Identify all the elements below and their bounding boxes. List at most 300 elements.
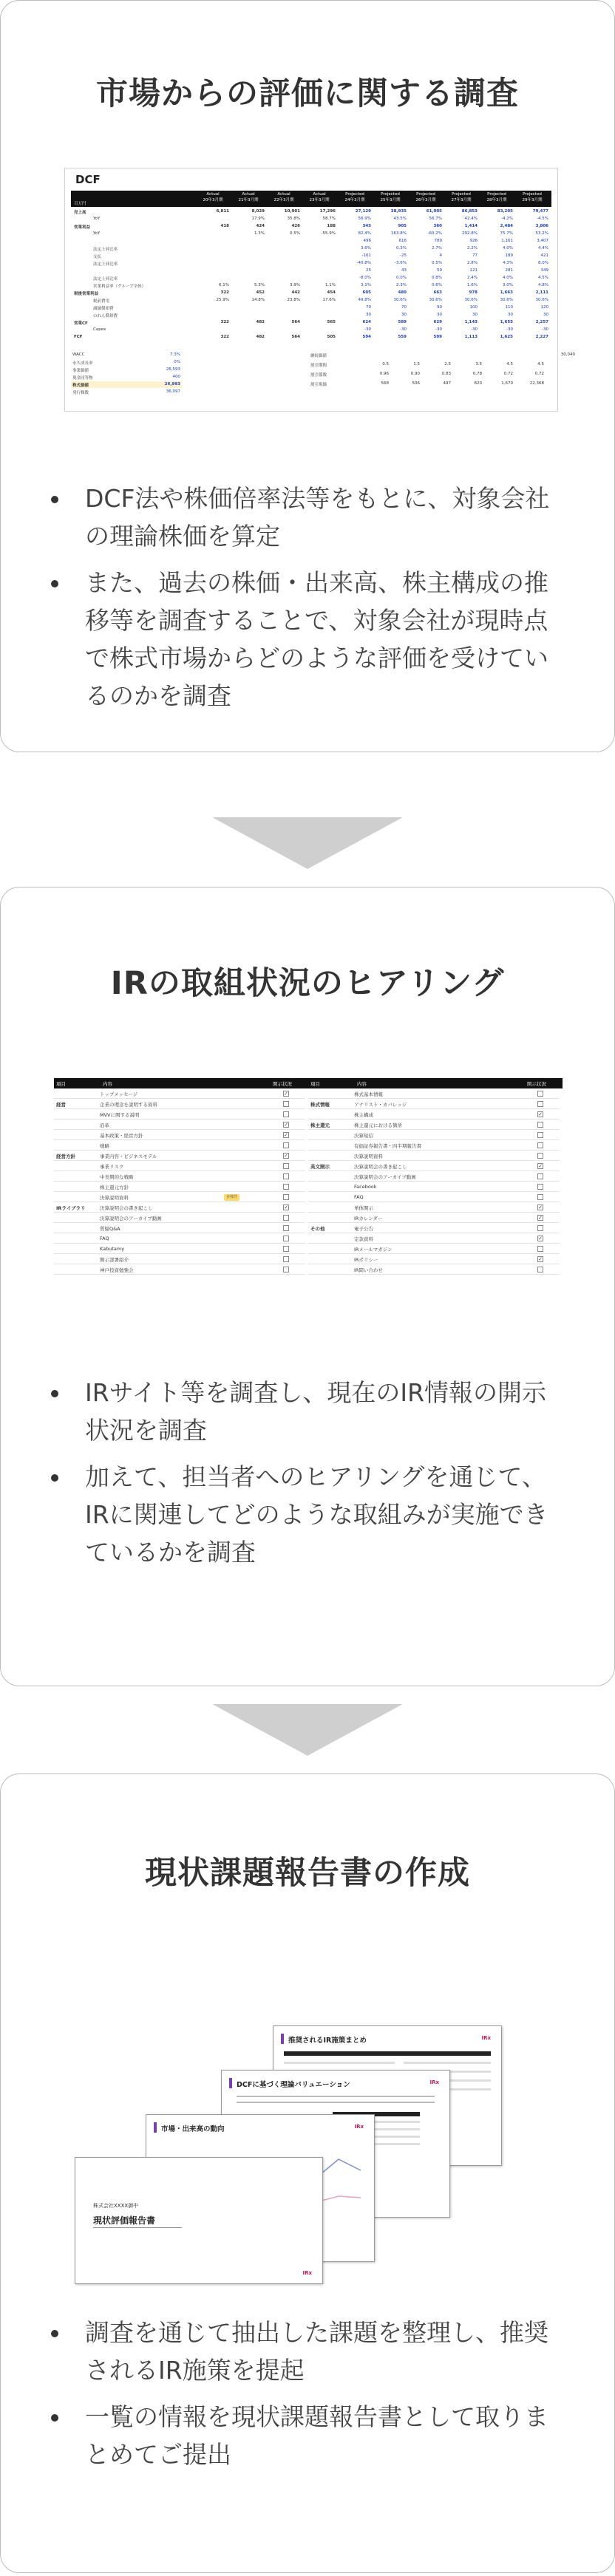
dcf-cell: 30.6% bbox=[464, 298, 478, 302]
dcf-cell: 10,901 bbox=[284, 209, 300, 214]
dcf-cell: 0.5 bbox=[382, 362, 389, 367]
dcf-cell: 110 bbox=[505, 305, 513, 310]
dcf-cell: 452 bbox=[256, 290, 265, 295]
dcf-row bbox=[71, 253, 551, 259]
dcf-summary-label: 割引期間 bbox=[310, 364, 327, 368]
dcf-cell: 1,663 bbox=[500, 290, 513, 295]
dcf-cell: 38,935 bbox=[390, 209, 407, 214]
ir-table-row bbox=[54, 1202, 305, 1213]
ir-item: IRポリシー bbox=[354, 1257, 378, 1263]
ir-disclosure-checkbox bbox=[537, 1246, 543, 1252]
dcf-cell: -161 bbox=[361, 253, 371, 258]
section-title: 現状課題報告書の作成 bbox=[145, 1855, 470, 1892]
ir-table-row bbox=[54, 1161, 305, 1171]
dcf-cell: -30 bbox=[435, 327, 442, 332]
ir-item: 決算説明資料 bbox=[354, 1154, 383, 1159]
dcf-cell: 0.72 bbox=[503, 372, 513, 376]
report-cover-slide bbox=[75, 2157, 323, 2284]
ir-table-header bbox=[54, 1078, 563, 1088]
dcf-cell: -30 bbox=[400, 327, 407, 332]
dcf-cell: 0.83 bbox=[441, 372, 451, 376]
dcf-cell: 3,407 bbox=[537, 239, 548, 243]
dcf-column-header: Actual 23年3月期 bbox=[309, 192, 330, 202]
dcf-summary-value: 26,593 bbox=[166, 367, 180, 372]
dcf-cell: 22,368 bbox=[529, 381, 544, 386]
dcf-cell: 2.7% bbox=[432, 246, 442, 251]
bullet-item: 一覧の情報を現状課題報告書として取りまとめてご提出 bbox=[47, 2398, 565, 2473]
dcf-cell: -30 bbox=[506, 327, 513, 332]
ir-item: IRカレンダー bbox=[354, 1216, 383, 1221]
cover-title: 現状評価報告書 bbox=[93, 2215, 156, 2226]
ir-disclosure-checkbox bbox=[283, 1215, 289, 1221]
ir-tag-badge: 多様性 bbox=[224, 1194, 239, 1201]
dcf-summary-row bbox=[309, 361, 551, 368]
dcf-cell: 30.6% bbox=[535, 298, 548, 302]
dcf-unit-label: 百万円 bbox=[74, 202, 86, 206]
dcf-row bbox=[71, 260, 551, 267]
dcf-summary-label: 継続価値 bbox=[310, 354, 327, 358]
dcf-cell: 0.5% bbox=[290, 231, 300, 236]
dcf-column-header: Actual 22年3月期 bbox=[273, 192, 294, 202]
dcf-cell: 25.9% bbox=[216, 298, 229, 302]
ir-table-row bbox=[54, 1109, 305, 1120]
ir-disclosure-checkbox bbox=[537, 1184, 543, 1190]
dcf-summary-label: 現金同等物 bbox=[72, 376, 93, 381]
ir-item: 事業リスク bbox=[100, 1164, 124, 1170]
dcf-cell: 343 bbox=[362, 224, 371, 228]
ir-disclosure-checkbox bbox=[283, 1111, 289, 1117]
ir-table-row bbox=[308, 1233, 560, 1244]
ir-item: 決算説明会のアーカイブ動画 bbox=[100, 1216, 162, 1221]
dcf-cell: 75.7% bbox=[500, 231, 513, 236]
dcf-cell: 86,853 bbox=[461, 209, 478, 214]
dcf-cell: 1,625 bbox=[500, 335, 513, 339]
dcf-cell: 2,111 bbox=[535, 290, 548, 295]
dcf-column-header: Projected 24年3月期 bbox=[344, 192, 365, 202]
ir-table-row bbox=[308, 1088, 560, 1099]
dcf-cell: 17.6% bbox=[322, 298, 336, 302]
dcf-cell: 5.3% bbox=[254, 283, 265, 287]
dcf-column-header: Actual 21年3月期 bbox=[238, 192, 259, 202]
dcf-row-label: 税後営業利益 bbox=[74, 292, 99, 296]
dcf-cell: 594 bbox=[362, 335, 371, 339]
ir-category: 株主還元 bbox=[310, 1122, 330, 1128]
ir-item: アナリスト・カバレッジ bbox=[354, 1102, 407, 1108]
dcf-cell: 480 bbox=[398, 290, 407, 295]
dcf-cell: 424 bbox=[256, 224, 265, 228]
dcf-cell: 0.0% bbox=[396, 276, 407, 280]
ir-disclosure-table-image bbox=[54, 1078, 563, 1275]
ir-item: 沿革 bbox=[100, 1122, 109, 1128]
ir-disclosure-checkbox bbox=[283, 1194, 289, 1200]
bullet-item: DCF法や株価倍率法等をもとに、対象会社の理論株価を算定 bbox=[47, 480, 565, 555]
dcf-cell: 2.5 bbox=[444, 362, 451, 367]
dcf-row-label: のれん償却費 bbox=[93, 314, 118, 318]
section-title: IRの取組状況のヒアリング bbox=[110, 965, 505, 1002]
ir-table-row bbox=[308, 1151, 560, 1161]
dcf-cell: 6.1% bbox=[219, 283, 229, 287]
dcf-cell: 4.8% bbox=[538, 283, 548, 287]
ir-disclosure-checkbox bbox=[283, 1142, 289, 1148]
dcf-cell: 90 bbox=[437, 305, 442, 310]
ir-disclosure-checkbox bbox=[537, 1173, 543, 1179]
dcf-cell: 23.8% bbox=[287, 298, 300, 302]
ir-table-row bbox=[308, 1254, 560, 1264]
ir-disclosure-checkbox bbox=[537, 1132, 543, 1138]
dcf-cell: -30 bbox=[364, 327, 371, 332]
dcf-summary-label: 割引現価 bbox=[310, 383, 327, 387]
dcf-cell: 565 bbox=[327, 320, 336, 324]
dcf-cell: 43.5% bbox=[393, 217, 407, 221]
ir-header-cell: 項目 bbox=[56, 1081, 66, 1087]
ir-item: 決算説明会の書き起こし bbox=[354, 1164, 407, 1170]
ir-item: 定款資料 bbox=[354, 1236, 373, 1242]
dcf-cell: 0.6% bbox=[432, 283, 442, 287]
dcf-cell: 17.9% bbox=[251, 217, 265, 221]
dcf-cell: 349 bbox=[540, 268, 548, 273]
dcf-row bbox=[71, 216, 551, 222]
ir-disclosure-checkbox: ✓ bbox=[538, 1204, 543, 1210]
ir-disclosure-checkbox bbox=[283, 1267, 289, 1272]
ir-disclosure-checkbox bbox=[283, 1173, 289, 1179]
dcf-cell: -55.9% bbox=[321, 231, 336, 236]
dcf-cell: 14.8% bbox=[251, 298, 265, 302]
ir-header-cell: 項目 bbox=[310, 1081, 320, 1087]
dcf-cell: 482 bbox=[256, 335, 265, 339]
dcf-cell: 30 bbox=[401, 313, 407, 317]
ir-item: 決算説明会の書き起こし bbox=[100, 1205, 153, 1211]
dcf-cell: 4.5 bbox=[537, 362, 544, 367]
section-report-creation bbox=[0, 1773, 615, 2573]
dcf-summary-label: 割引係数 bbox=[310, 373, 327, 378]
dcf-cell: 82.4% bbox=[358, 231, 371, 236]
dcf-cell: 1,113 bbox=[464, 335, 478, 339]
ir-disclosure-checkbox bbox=[537, 1091, 543, 1097]
ir-header-cell: 内容 bbox=[103, 1081, 112, 1087]
dcf-summary-value: 36,097 bbox=[166, 389, 180, 394]
dcf-column-header: Projected 28年3月期 bbox=[486, 192, 507, 202]
ir-disclosure-checkbox bbox=[283, 1101, 289, 1107]
ir-item: 神戸投資勉強会 bbox=[100, 1267, 134, 1273]
dcf-cell: 100 bbox=[469, 305, 478, 310]
dcf-cell: 1.1% bbox=[325, 283, 336, 287]
dcf-cell: 905 bbox=[398, 224, 407, 228]
dcf-cell: 42.4% bbox=[464, 217, 478, 221]
dcf-cell: 3.0% bbox=[503, 283, 513, 287]
dcf-cell: 43 bbox=[401, 268, 407, 273]
dcf-cell: 4.5% bbox=[538, 276, 548, 280]
dcf-cell: 421 bbox=[540, 253, 548, 258]
dcf-cell: 599 bbox=[433, 335, 442, 339]
dcf-summary-value: 0% bbox=[174, 360, 180, 364]
ir-table-row bbox=[54, 1140, 305, 1151]
ir-header-cell: 内容 bbox=[357, 1081, 367, 1087]
dcf-row-label: 支払 bbox=[93, 255, 102, 259]
dcf-cell: 49.8% bbox=[358, 298, 371, 302]
dcf-row-label: YoY bbox=[93, 217, 101, 221]
dcf-cell: 30 bbox=[366, 313, 371, 317]
dcf-cell: 83,205 bbox=[497, 209, 513, 214]
dcf-cell: 2.8% bbox=[467, 261, 478, 265]
ir-item: 事業内容・ビジネスモデル bbox=[100, 1154, 157, 1159]
ir-category: 経営方針 bbox=[56, 1154, 75, 1159]
bullet-item: 調査を通じて抽出した課題を整理し、推奨されるIR施策を提起 bbox=[47, 2314, 565, 2389]
ir-table-row bbox=[308, 1140, 560, 1151]
dcf-cell: 0.3% bbox=[396, 246, 407, 251]
ir-disclosure-checkbox bbox=[537, 1101, 543, 1107]
company-logo: IRx bbox=[481, 2035, 491, 2041]
dcf-cell: 2,257 bbox=[535, 320, 548, 324]
ir-item: IRメールマガジン bbox=[354, 1247, 393, 1253]
dcf-row-label: 営業利益 bbox=[74, 225, 91, 230]
dcf-summary-value: 26,993 bbox=[164, 382, 180, 386]
dcf-cell: 77 bbox=[472, 253, 478, 258]
section-ir-hearing bbox=[0, 887, 615, 1686]
dcf-row bbox=[71, 223, 551, 230]
dcf-cell: 30,040 bbox=[560, 352, 575, 357]
dcf-row bbox=[71, 275, 551, 282]
ir-disclosure-checkbox bbox=[537, 1153, 543, 1159]
dcf-cell: 322 bbox=[220, 290, 229, 295]
dcf-cell: 61,005 bbox=[426, 209, 442, 214]
ir-item: 中長期的な戦略 bbox=[100, 1174, 134, 1180]
ir-category: 経営 bbox=[56, 1102, 66, 1108]
ir-table-row bbox=[308, 1171, 560, 1182]
ir-item: MVVに関する説明 bbox=[100, 1112, 140, 1118]
dcf-cell: 1.6% bbox=[467, 283, 478, 287]
ir-disclosure-checkbox bbox=[283, 1163, 289, 1169]
slide-title: 推奨されるIR施策まとめ bbox=[288, 2037, 367, 2045]
ir-disclosure-checkbox: ✓ bbox=[538, 1111, 543, 1117]
ir-table-row bbox=[308, 1099, 560, 1109]
ir-disclosure-checkbox: ✓ bbox=[284, 1153, 288, 1159]
dcf-cell: 1,414 bbox=[464, 224, 478, 228]
ir-item: 企業の理念を説明する資料 bbox=[100, 1102, 157, 1108]
cover-company: 株式会社XXXX御中 bbox=[93, 2203, 139, 2209]
dcf-row-label: 法定上昇比率 bbox=[93, 262, 118, 267]
dcf-cell: 1,143 bbox=[464, 320, 478, 324]
dcf-cell: -4.2% bbox=[501, 217, 513, 221]
ir-table-row bbox=[54, 1233, 305, 1244]
ir-item: 有価証券報告書・四半期報告書 bbox=[354, 1143, 421, 1149]
ir-item: 株主構成 bbox=[354, 1112, 373, 1118]
dcf-cell: 4.0% bbox=[503, 276, 513, 280]
dcf-row-label: 減価償却費 bbox=[93, 307, 114, 311]
dcf-row-label: 営業利益率（グループ全体） bbox=[93, 284, 146, 289]
down-arrow-icon bbox=[212, 1704, 403, 1756]
dcf-cell: 27,129 bbox=[355, 209, 371, 214]
dcf-cell: 56.9% bbox=[358, 217, 371, 221]
ir-table-row bbox=[308, 1264, 560, 1275]
dcf-row bbox=[71, 297, 551, 304]
dcf-cell: 0.78 bbox=[472, 372, 482, 376]
ir-item: 株式基本情報 bbox=[354, 1091, 383, 1097]
dcf-cell: 2.4% bbox=[467, 276, 478, 280]
dcf-column-header: Projected 27年3月期 bbox=[451, 192, 472, 202]
dcf-cell: -4.5% bbox=[537, 217, 548, 221]
dcf-cell: 0.8% bbox=[432, 276, 442, 280]
ir-category: IRライブラリ bbox=[56, 1205, 86, 1211]
company-logo: IRx bbox=[429, 2079, 439, 2085]
dcf-cell: 926 bbox=[469, 239, 478, 243]
ir-table-row bbox=[54, 1192, 305, 1202]
dcf-cell: 4 bbox=[439, 253, 442, 258]
dcf-row-label: 法定上昇比率 bbox=[93, 248, 118, 252]
ir-disclosure-checkbox: ✓ bbox=[538, 1256, 543, 1262]
ir-table-row bbox=[308, 1109, 560, 1120]
dcf-cell: 605 bbox=[362, 290, 371, 295]
dcf-cell: 35.8% bbox=[287, 217, 300, 221]
ir-table-row bbox=[54, 1244, 305, 1254]
ir-table-row bbox=[308, 1192, 560, 1202]
dcf-summary-row bbox=[71, 352, 182, 358]
slide-title: 市場・出来高の動向 bbox=[161, 2125, 225, 2133]
dcf-cell: 30 bbox=[543, 313, 548, 317]
bullet-item: 加えて、担当者へのヒアリングを通じて、IRに関連してどのような取組みが実施できているかを調査 bbox=[47, 1458, 565, 1571]
dcf-summary-row bbox=[309, 352, 575, 358]
slide-title: DCFに基づく理論バリュエーション bbox=[237, 2081, 350, 2089]
ir-disclosure-checkbox bbox=[537, 1194, 543, 1200]
dcf-cell: -8.0% bbox=[359, 276, 371, 280]
dcf-cell: -30 bbox=[542, 327, 548, 332]
ir-header-cell: 開示状況 bbox=[527, 1081, 546, 1087]
ir-disclosure-checkbox: ✓ bbox=[538, 1163, 543, 1169]
dcf-cell: 2,484 bbox=[500, 224, 513, 228]
ir-item: 基本政策・経営方針 bbox=[100, 1133, 143, 1139]
dcf-cell: 2,227 bbox=[535, 335, 548, 339]
dcf-cell: 4.3% bbox=[503, 261, 513, 265]
ir-item: Kabutamy bbox=[100, 1246, 125, 1252]
dcf-summary-row bbox=[309, 371, 551, 378]
dcf-cell: 120 bbox=[540, 305, 548, 310]
dcf-sheet-title: DCF bbox=[75, 173, 101, 186]
dcf-cell: 564 bbox=[291, 320, 300, 324]
dcf-cell: 30.6% bbox=[429, 298, 442, 302]
ir-table-row bbox=[308, 1223, 560, 1233]
dcf-row-label: 売上高 bbox=[74, 211, 86, 215]
ir-table-row bbox=[308, 1161, 560, 1171]
dcf-cell: -40.8% bbox=[356, 261, 371, 265]
section-market-evaluation bbox=[0, 0, 615, 752]
ir-table-row bbox=[54, 1213, 305, 1223]
dcf-cell: 188 bbox=[327, 224, 336, 228]
dcf-cell: 70 bbox=[366, 305, 371, 310]
ir-category: 株式情報 bbox=[310, 1102, 330, 1108]
dcf-cell: 497 bbox=[443, 381, 451, 386]
dcf-cell: 58.7% bbox=[322, 217, 336, 221]
ir-disclosure-checkbox bbox=[283, 1184, 289, 1190]
dcf-cell: 559 bbox=[398, 335, 407, 339]
dcf-cell: 2.3% bbox=[396, 283, 407, 287]
dcf-cell: 568 bbox=[381, 381, 389, 386]
dcf-cell: 442 bbox=[291, 290, 300, 295]
ir-table-row bbox=[54, 1088, 305, 1099]
ir-disclosure-checkbox bbox=[283, 1225, 289, 1231]
dcf-cell: 1.3% bbox=[254, 231, 265, 236]
dcf-row bbox=[71, 319, 551, 326]
dcf-summary-row bbox=[71, 367, 182, 373]
dcf-cell: 4.4% bbox=[538, 246, 548, 251]
dcf-row bbox=[71, 327, 551, 333]
dcf-cell: 1.5 bbox=[413, 362, 420, 367]
ir-table-row bbox=[54, 1130, 305, 1140]
ir-item: 単体開示 bbox=[354, 1205, 373, 1211]
ir-disclosure-checkbox bbox=[537, 1267, 543, 1272]
dcf-cell: 56.7% bbox=[429, 217, 442, 221]
dcf-row bbox=[71, 245, 551, 252]
ir-table-row bbox=[54, 1264, 305, 1275]
ir-table-row bbox=[54, 1171, 305, 1182]
ir-disclosure-checkbox bbox=[283, 1246, 289, 1252]
dcf-cell: 6,811 bbox=[216, 209, 229, 214]
ir-item: 株主還元方針 bbox=[100, 1185, 129, 1190]
ir-item: 開示部署紹介 bbox=[100, 1257, 129, 1263]
ir-item: 決算説明資料 bbox=[100, 1195, 129, 1201]
dcf-cell: 496 bbox=[363, 239, 371, 243]
company-logo: IRx bbox=[302, 2270, 312, 2276]
dcf-cell: 189 bbox=[505, 253, 513, 258]
ir-table-row bbox=[54, 1182, 305, 1192]
ir-item: Facebook bbox=[354, 1184, 377, 1190]
dcf-summary-label: 株式価値 bbox=[72, 384, 89, 388]
dcf-summary-label: 発行株数 bbox=[72, 391, 89, 395]
dcf-cell: 163.8% bbox=[391, 231, 407, 236]
dcf-summary-label: WACC bbox=[72, 352, 85, 357]
ir-item: トップメッセージ bbox=[100, 1091, 138, 1097]
dcf-cell: 0.72 bbox=[534, 372, 544, 376]
dcf-summary-row bbox=[71, 381, 182, 388]
ir-table-row bbox=[308, 1244, 560, 1254]
dcf-cell: 2.2% bbox=[467, 246, 478, 251]
dcf-cell: 79,477 bbox=[532, 209, 548, 214]
report-slides-image bbox=[75, 2025, 548, 2284]
ir-item: 質疑Q&A bbox=[100, 1226, 120, 1232]
dcf-cell: 30.6% bbox=[500, 298, 513, 302]
dcf-summary-row bbox=[71, 374, 182, 381]
dcf-cell: 454 bbox=[327, 290, 336, 295]
ir-disclosure-checkbox bbox=[283, 1236, 289, 1241]
dcf-cell: 564 bbox=[291, 335, 300, 339]
dcf-cell: 820 bbox=[474, 381, 482, 386]
dcf-sheet-image bbox=[64, 168, 575, 412]
ir-item: IR問い合わせ bbox=[354, 1267, 383, 1273]
dcf-cell: 3,806 bbox=[535, 224, 548, 228]
ir-item: 電子公告 bbox=[354, 1226, 373, 1232]
bullet-item: また、過去の株価・出来高、株主構成の推移等を調査することで、対象会社が現時点で株式市場からどのような評価を受けているのかを調査 bbox=[47, 564, 565, 715]
dcf-cell: 482 bbox=[256, 320, 265, 324]
dcf-cell: 3.1% bbox=[361, 283, 371, 287]
dcf-cell: 322 bbox=[220, 335, 229, 339]
dcf-column-header: Projected 26年3月期 bbox=[415, 192, 436, 202]
dcf-cell: 1,161 bbox=[501, 239, 513, 243]
dcf-cell: 3.9% bbox=[290, 283, 300, 287]
dcf-cell: 53.2% bbox=[535, 231, 548, 236]
dcf-row-label: YoY bbox=[93, 231, 101, 236]
dcf-cell: -3.6% bbox=[395, 261, 407, 265]
dcf-row bbox=[71, 334, 551, 341]
dcf-cell: 4.5 bbox=[506, 362, 513, 367]
dcf-cell: 624 bbox=[362, 320, 371, 324]
dcf-cell: 121 bbox=[469, 268, 478, 273]
dcf-summary-row bbox=[71, 389, 182, 395]
dcf-row bbox=[71, 231, 551, 237]
dcf-summary-value: 7.3% bbox=[170, 352, 180, 357]
ir-table-row bbox=[54, 1254, 305, 1264]
dcf-row-label: 税前費用 bbox=[93, 299, 110, 304]
ir-disclosure-checkbox: ✓ bbox=[284, 1122, 288, 1128]
dcf-row bbox=[71, 208, 551, 215]
company-logo: IRx bbox=[354, 2124, 364, 2130]
